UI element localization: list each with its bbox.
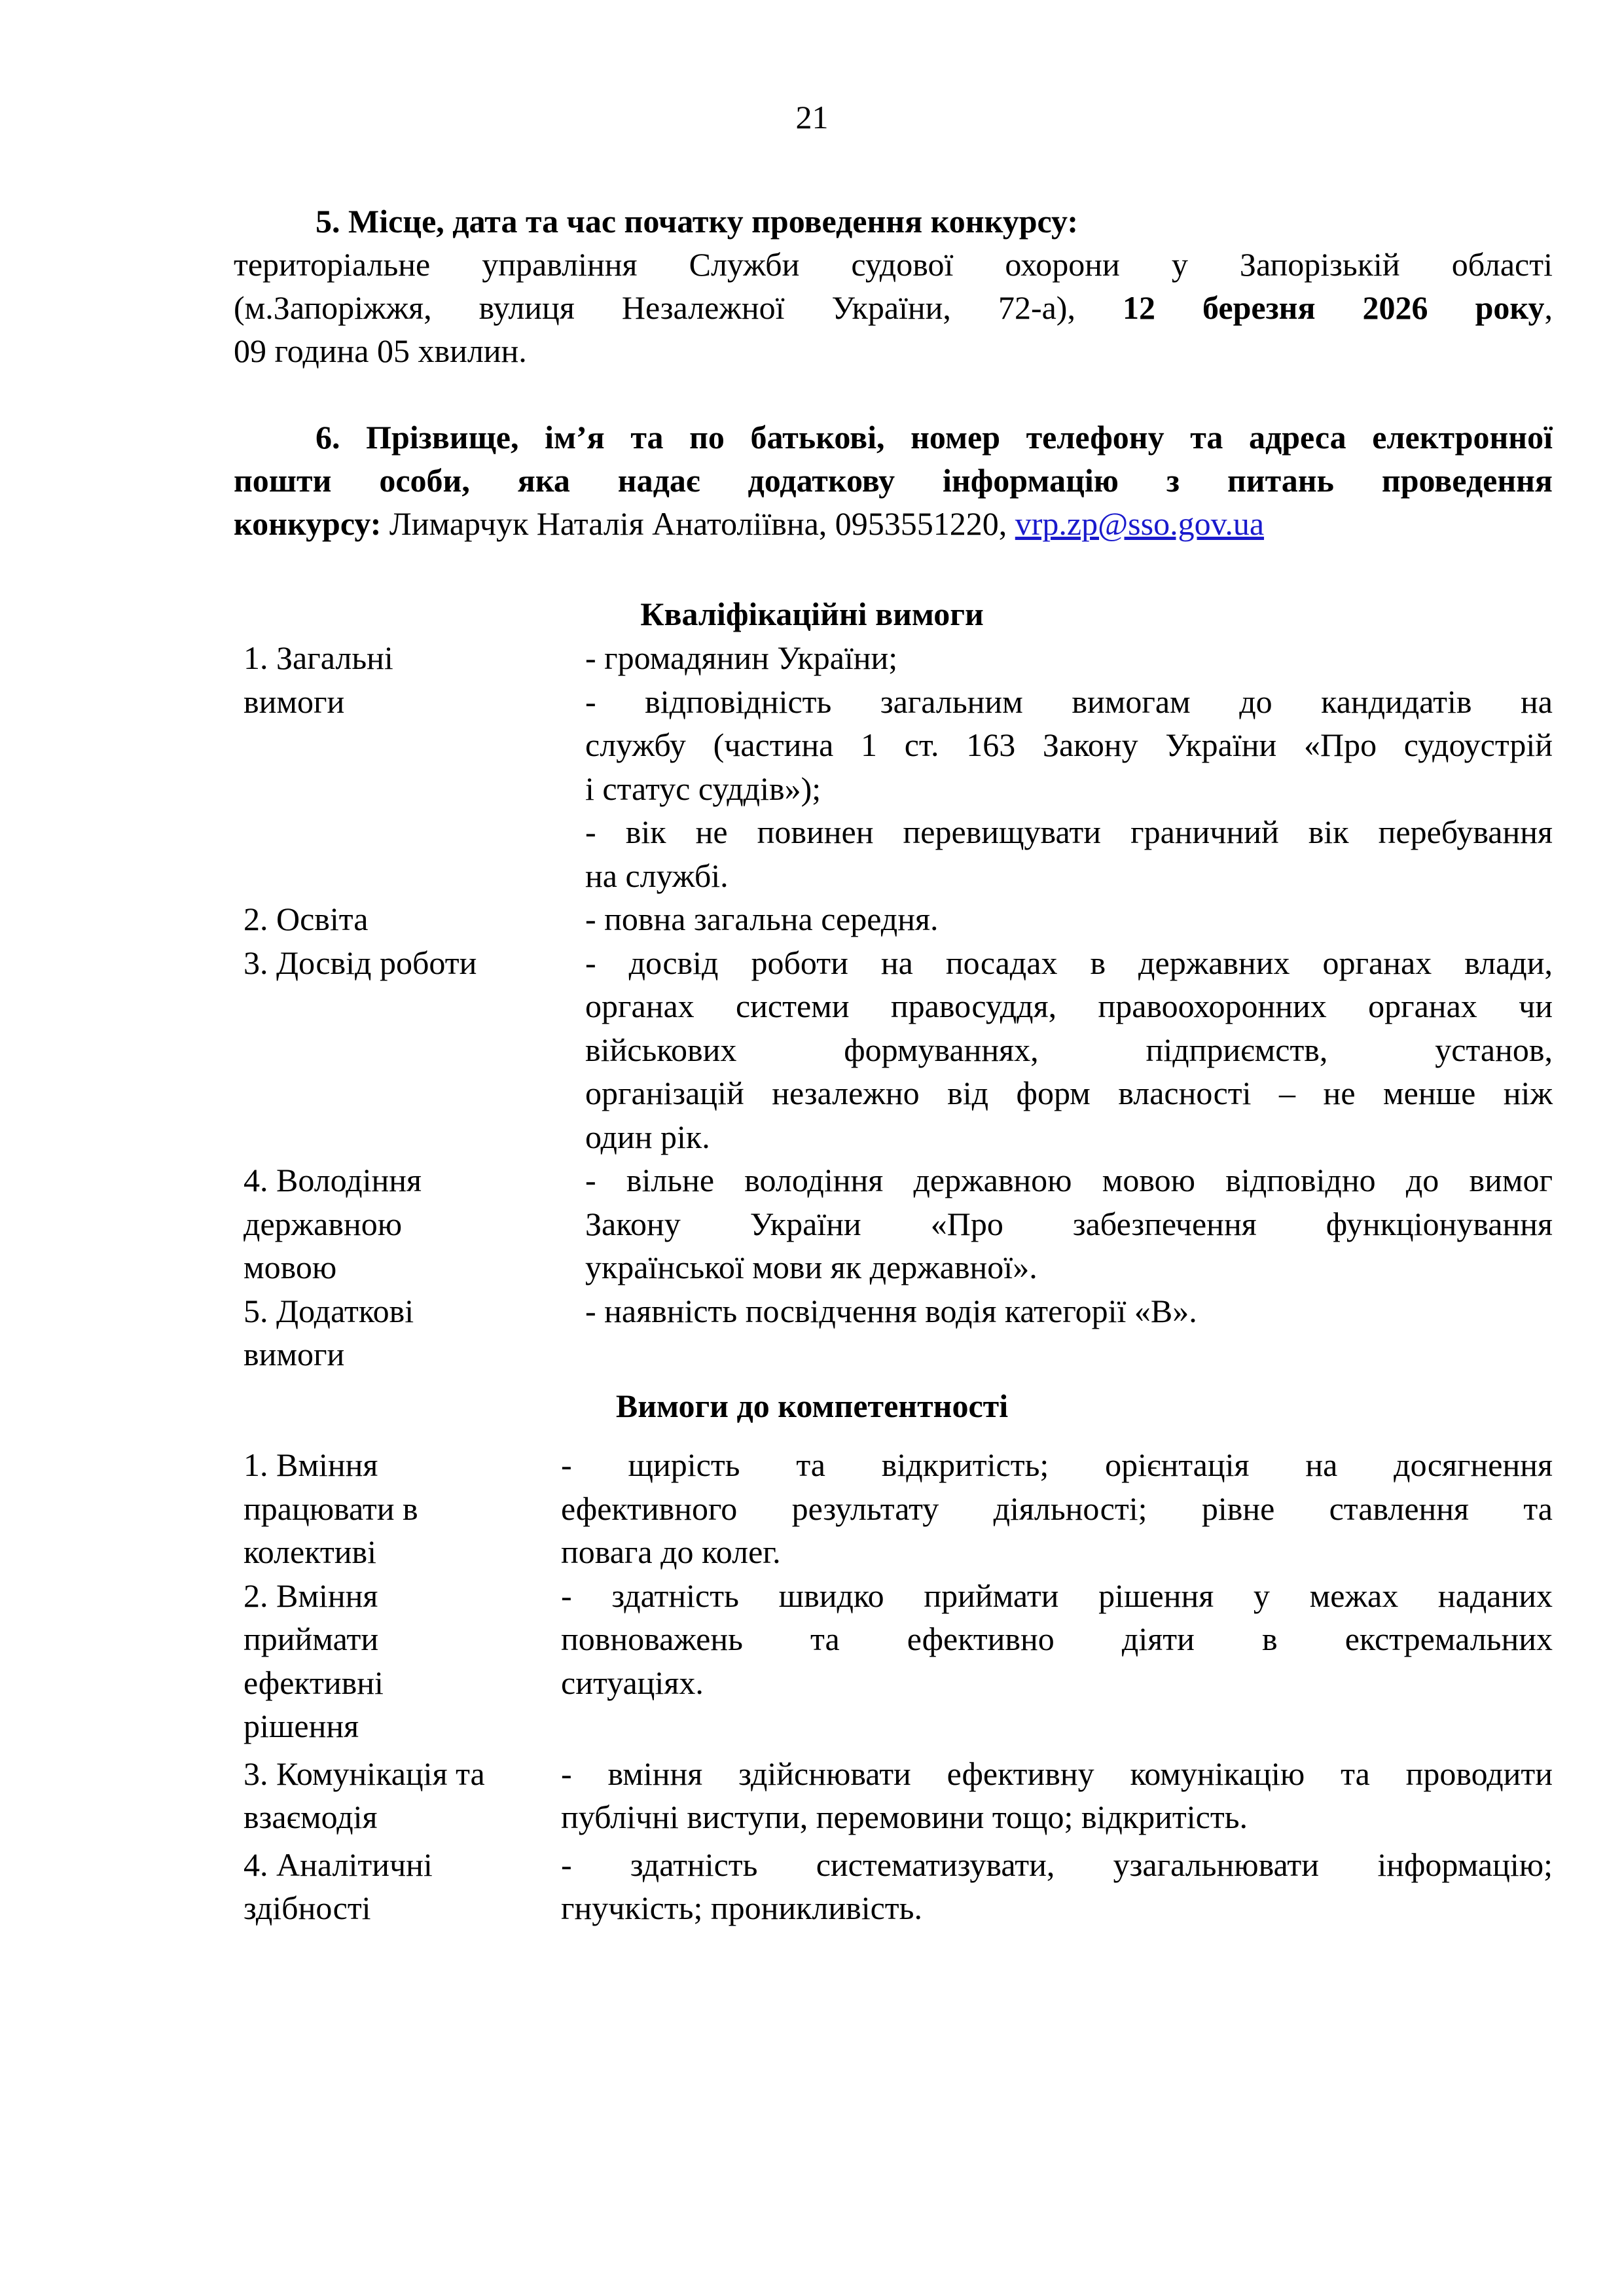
section-6-heading-1: 6. Прізвище, ім’я та по батькові, номер телефону та адреса електронної bbox=[316, 419, 1553, 456]
section-6-contact: конкурсу: Лимарчук Наталія Анатоліївна, 0953551220, vrp.zp@sso.gov.ua bbox=[234, 505, 1265, 542]
section-5-line-2: (м.Запоріжжя, вулиця Незалежної України, 72-а), 12 березня 2026 року, bbox=[234, 289, 1553, 326]
qualification-row-experience: 3. Досвід роботи - досвід роботи на посадах в державних органах влади, органах системи правосуддя, правоохоронних органах чи військових формуваннях, підприємств, установ, організацій незалежно від форм власності – не менше ніж один рік. bbox=[244, 944, 1553, 1155]
section-5-heading: 5. Місце, дата та час початку проведення конкурсу: bbox=[316, 203, 1079, 240]
qualification-row-additional: 5. Додаткові вимоги - наявність посвідчення водія категорії «В». bbox=[244, 1292, 1197, 1372]
competence-title: Вимоги до компетентності bbox=[615, 1388, 1009, 1424]
contest-time: 09 година 05 хвилин. bbox=[234, 332, 527, 369]
qualification-row-education: 2. Освіта - повна загальна середня. bbox=[244, 901, 939, 937]
section-5 bbox=[234, 200, 1553, 372]
qualification-table bbox=[244, 636, 1553, 1376]
section-6-heading-2: пошти особи, яка надає додаткову інформацію з питань проведення bbox=[234, 462, 1553, 499]
qualification-row-general: 1. Загальні вимоги - громадянин України; - відповідність загальним вимогам до кандидатів на службу (частина 1 ст. 163 Закону України «Про судоустрій і статус суддів»); - вік не повинен перевищувати граничний вік перебування на службі. bbox=[244, 639, 1553, 894]
competence-table bbox=[244, 1443, 1553, 1930]
competence-row-teamwork: 1. Вміння працювати в колективі - щирість та відкритість; орієнтація на досягнення ефективного результату діяльності; рівне ставлення та повага до колег. bbox=[244, 1446, 1553, 1570]
page-number: 21 bbox=[795, 99, 829, 135]
qualification-row-language: 4. Володіння державною мовою - вільне володіння державною мовою відповідно до вимог Закону України «Про забезпечення функціонування української мови як державної». bbox=[244, 1162, 1553, 1285]
competence-row-analytical: 4. Аналітичні здібності - здатність систематизувати, узагальнювати інформацію; гнучкість; проникливість. bbox=[244, 1846, 1553, 1926]
qualification-title: Кваліфікаційні вимоги bbox=[640, 596, 984, 632]
contest-date: 12 березня 2026 року bbox=[1123, 289, 1545, 326]
competence-row-decisions: 2. Вміння приймати ефективні рішення - здатність швидко приймати рішення у межах наданих повноважень та ефективно діяти в екстремальних ситуаціях. bbox=[244, 1577, 1553, 1744]
competence-row-communication: 3. Комунікація та взаємодія - вміння здійснювати ефективну комунікацію та проводити публічні виступи, перемовини тощо; відкритість. bbox=[244, 1755, 1553, 1835]
contact-email-link[interactable]: vrp.zp@sso.gov.ua bbox=[1015, 505, 1265, 542]
section-5-line-1: територіальне управління Служби судової охорони у Запорізькій області bbox=[234, 246, 1553, 283]
section-6 bbox=[234, 416, 1553, 545]
contact-name-phone: Лимарчук Наталія Анатоліївна, 0953551220, bbox=[381, 505, 1015, 542]
